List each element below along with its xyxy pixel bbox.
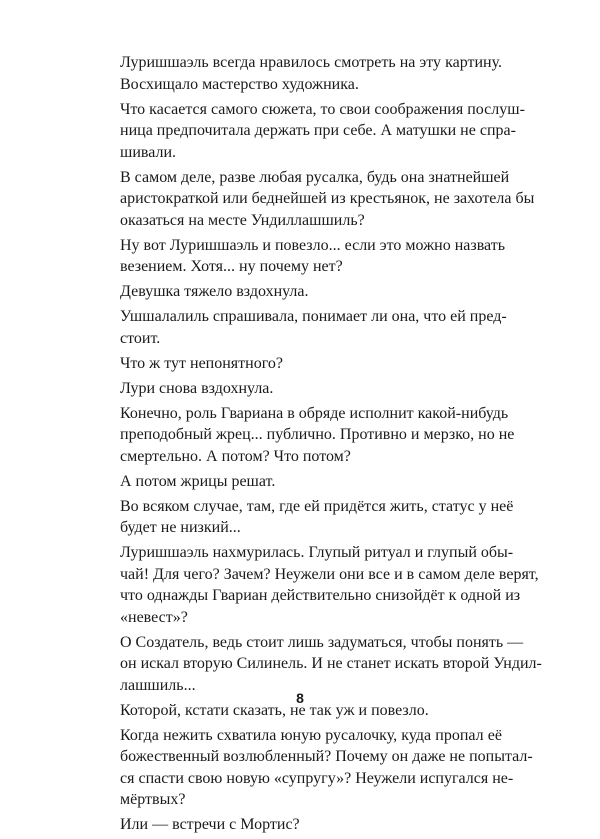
body-text — [120, 52, 542, 839]
text-line: лашшиль... — [120, 676, 196, 694]
paragraph — [120, 632, 542, 697]
text-line: шивали. — [120, 143, 177, 161]
text-line: А потом жрицы решат. — [120, 472, 276, 490]
text-line: Или — встречи с Мортис? — [120, 816, 300, 833]
paragraph — [120, 471, 502, 493]
text-line: Конечно, роль Гвариана в обряде исполнит какой-нибудь — [120, 404, 509, 422]
paragraph — [120, 814, 502, 836]
paragraph — [120, 167, 535, 232]
paragraph — [120, 378, 502, 400]
text-line: преподобный жрец... публично. Противно и мерзко, но не — [120, 426, 515, 443]
text-line: он искал вторую Силинель. И не станет искать второй Ундил- — [120, 655, 542, 672]
text-line: Лури снова вздохнула. — [120, 379, 274, 397]
page-number: 8 — [296, 690, 304, 706]
text-line: Девушка тяжело вздохнула. — [120, 283, 309, 300]
text-line: Во всяком случае, там, где ей придётся жить, статус у неё — [120, 497, 514, 515]
text-line: ница предпочитала держать при себе. А матушки не спра- — [120, 122, 516, 139]
text-line: Луришшаэль нахмурилась. Глупый ритуал и глупый обы- — [120, 544, 514, 561]
text-line: Которой, кстати сказать, не так уж и повезло. — [120, 701, 429, 719]
text-line: стоит. — [120, 329, 161, 347]
text-line: будет не низкий... — [120, 519, 241, 536]
text-line: Что ж тут непонятного? — [120, 354, 283, 372]
text-line: О Создатель, ведь стоит лишь задуматься, чтобы понять — — [120, 633, 524, 651]
text-line: Что касается самого сюжета, то свои соображения послуш- — [120, 100, 525, 118]
text-line: чай! Для чего? Зачем? Неужели они все и в самом деле верят, — [120, 565, 539, 583]
paragraph — [120, 542, 539, 628]
paragraph — [120, 99, 525, 164]
paragraph — [120, 281, 502, 303]
text-line: Восхищало мастерство художника. — [120, 75, 359, 93]
text-line: что однажды Гвариан действительно снизойдёт к одной из — [120, 587, 521, 604]
paragraph — [120, 725, 533, 811]
text-line: мёртвых? — [120, 791, 186, 808]
paragraph — [120, 306, 507, 349]
text-line: везением. Хотя... ну почему нет? — [120, 258, 343, 275]
paragraph — [120, 496, 514, 539]
text-line: Луришшаэль всегда нравилось смотреть на эту картину. — [120, 54, 502, 71]
text-line: В самом деле, разве любая русалка, будь она знатнейшей — [120, 168, 510, 186]
paragraph — [120, 52, 502, 95]
text-line: божественный возлюбленный? Почему он даже не попытал- — [120, 748, 533, 765]
text-line: «невест»? — [120, 608, 188, 626]
text-line: ся спасти свою новую «супругу»? Неужели испугался не- — [120, 769, 514, 787]
text-line: оказаться на месте Ундиллашшиль? — [120, 211, 365, 229]
text-line: Когда нежить схватила юную русалочку, куда пропал её — [120, 726, 502, 744]
paragraph — [120, 353, 502, 375]
text-line: Ну вот Луришшаэль и повезло... если это можно назвать — [120, 236, 506, 254]
text-line: Ушшалалиль спрашивала, понимает ли она, что ей пред- — [120, 308, 507, 325]
text-line: аристократкой или беднейшей из крестьянок, не захотела бы — [120, 190, 535, 207]
text-line: смертельно. А потом? Что потом? — [120, 447, 351, 465]
paragraph — [120, 403, 515, 468]
paragraph — [120, 235, 506, 278]
